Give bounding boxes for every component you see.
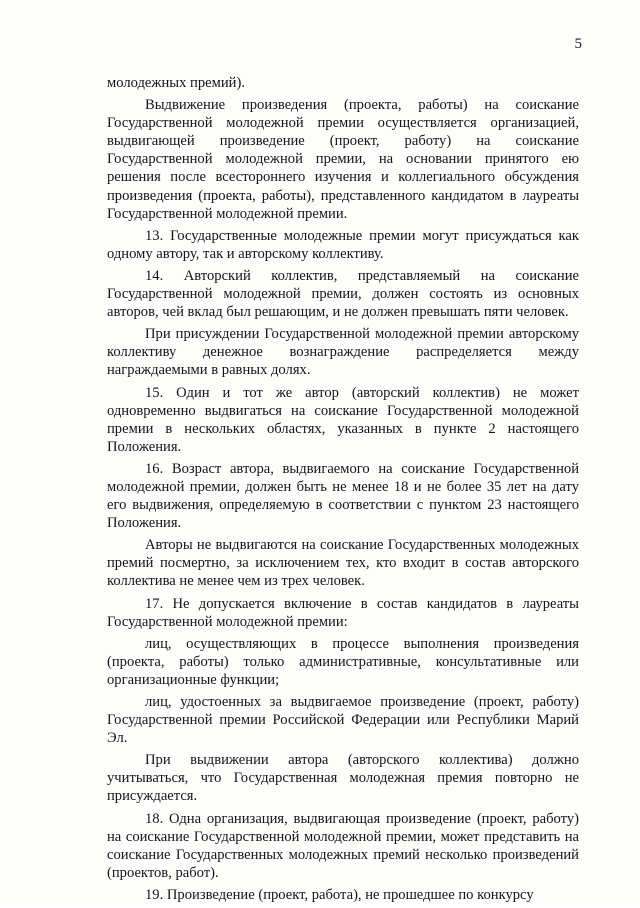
paragraph-exclusion-awarded: лиц, удостоенных за выдвигаемое произведение (проект, работу) Государственной премии Российской Федерации или Республики Марий Эл. xyxy=(107,694,579,747)
paragraph-item-16: 16. Возраст автора, выдвигаемого на соискание Государственной молодежной премии, должен быть не менее 18 и не более 35 лет на дату его выдвижения, определяемую в соответствии с пунктом 23 настоящего Положения. xyxy=(107,460,579,532)
paragraph-exclusion-admin: лиц, осуществляющих в процессе выполнения произведения (проекта, работы) только административные, консультативные или организационные функции; xyxy=(107,635,579,688)
paragraph-prize-distribution: При присуждении Государственной молодежной премии авторскому коллективу денежное вознаграждение распределяется между награждаемыми в равных долях. xyxy=(107,326,579,379)
page-number: 5 xyxy=(574,36,582,52)
paragraph-nomination-procedure: Выдвижение произведения (проекта, работы) на соискание Государственной молодежной премии осуществляется организацией, выдвигающей произведение (проект, работу) на соискание Государственной молодежной премии, на основании принятого ею решения после всестороннего изучения и коллегиального обсуждения произведения (проекта, работы), представленного кандидатом в лауреаты Государственной молодежной премии. xyxy=(107,97,579,222)
paragraph-item-17: 17. Не допускается включение в состав кандидатов в лауреаты Государственной молодежной премии: xyxy=(107,595,579,630)
paragraph-item-13: 13. Государственные молодежные премии могут присуждаться как одному автору, так и авторскому коллективу. xyxy=(107,227,579,262)
paragraph-item-15: 15. Один и тот же автор (авторский коллектив) не может одновременно выдвигаться на соискание Государственной молодежной премии в нескольких областях, указанных в пункте 2 настоящего Положения. xyxy=(107,384,579,455)
paragraph-no-repeat: При выдвижении автора (авторского коллектива) должно учитываться, что Государственная молодежная премия повторно не присуждается. xyxy=(107,752,579,805)
document-body xyxy=(107,74,579,908)
paragraph-item-18: 18. Одна организация, выдвигающая произведение (проект, работу) на соискание Государственной молодежной премии, может представить на соискание Государственных молодежных премий несколько произведений (проектов, работ). xyxy=(107,810,579,881)
paragraph-posthumous: Авторы не выдвигаются на соискание Государственных молодежных премий посмертно, за исключением тех, кто входит в состав авторского коллектива не менее чем из трех человек. xyxy=(107,537,579,590)
paragraph-item-14: 14. Авторский коллектив, представляемый на соискание Государственной молодежной премии, должен состоять из основных авторов, чей вклад был решающим, и не должен превышать пяти человек. xyxy=(107,267,579,321)
paragraph-item-19: 19. Произведение (проект, работа), не прошедшее по конкурсу xyxy=(145,886,534,903)
paragraph-continuation: молодежных премий). xyxy=(107,75,245,91)
